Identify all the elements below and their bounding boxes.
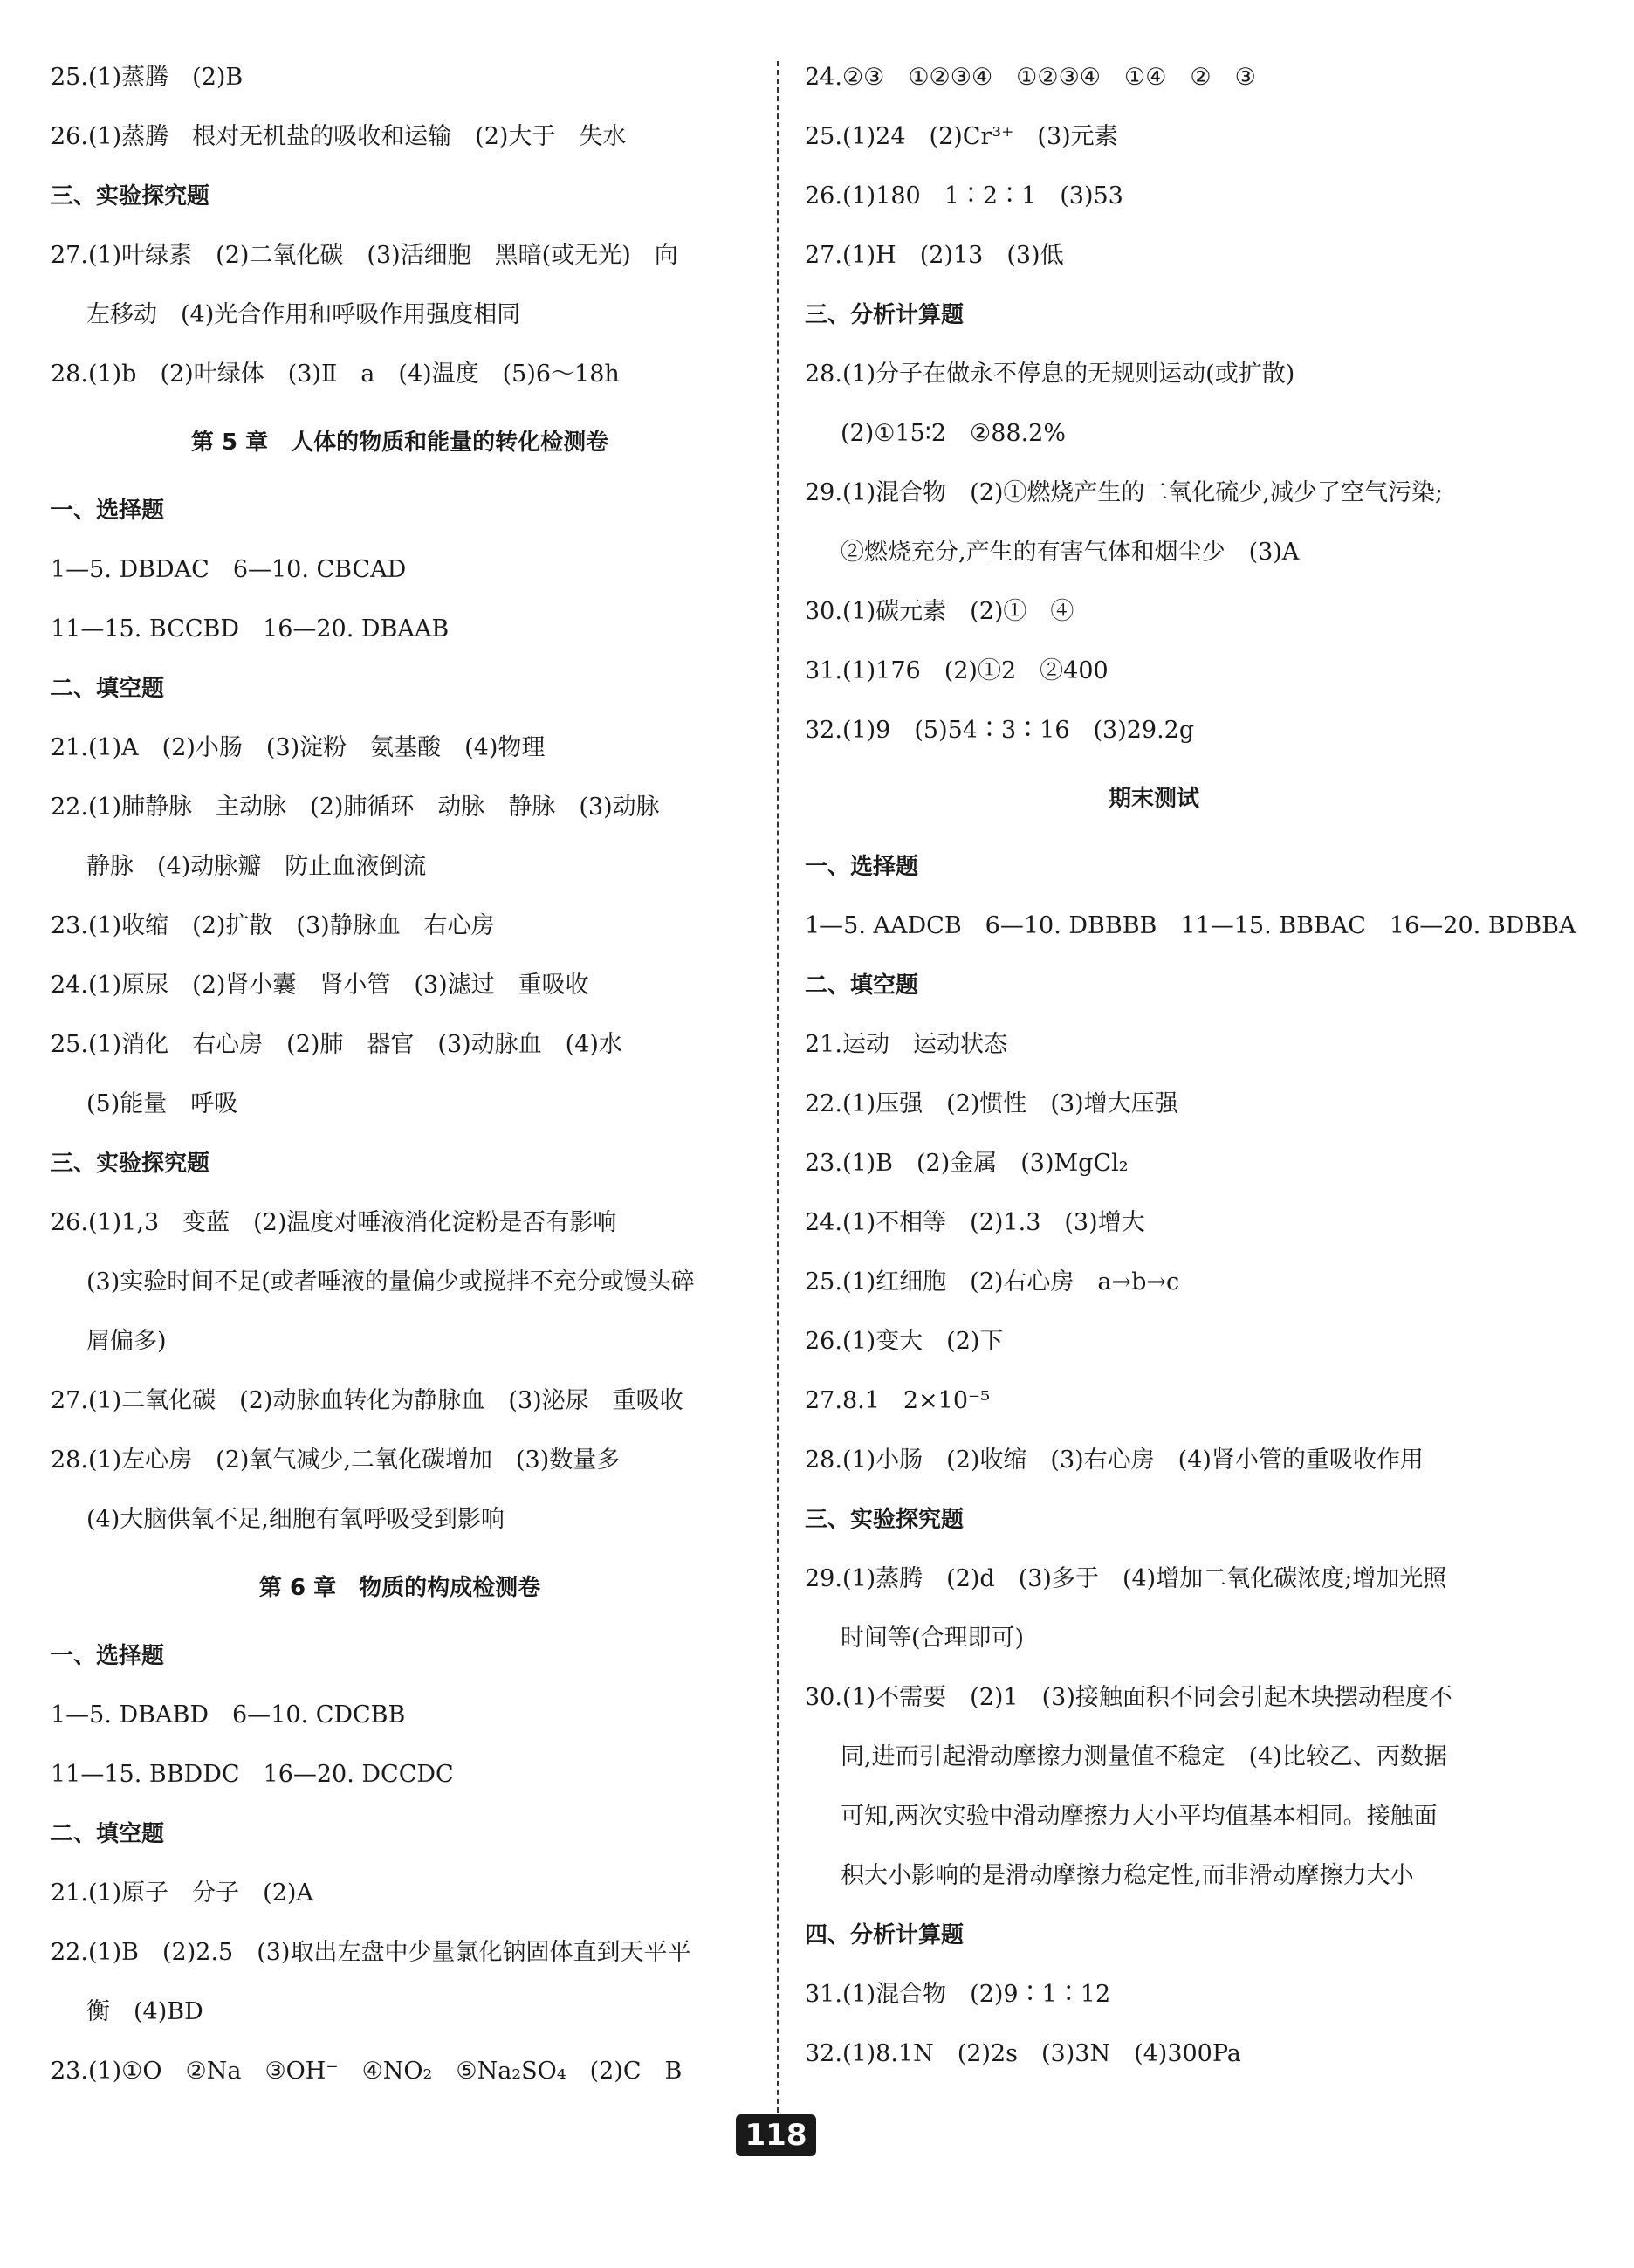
section-heading: 四、分析计算题 bbox=[805, 1922, 965, 1948]
section-heading: 三、实验探究题 bbox=[51, 183, 210, 210]
answer-line: 同,进而引起滑动摩擦力测量值不稳定 (4)比较乙、丙数据 bbox=[841, 1743, 1447, 1770]
answer-line: ②燃烧充分,产生的有害气体和烟尘少 (3)A bbox=[841, 539, 1300, 566]
answer-line: 26.(1)蒸腾 根对无机盐的吸收和运输 (2)大于 失水 bbox=[51, 123, 627, 150]
answer-line: 31.(1)176 (2)①2 ②400 bbox=[805, 657, 1109, 684]
answer-line: 24.(1)原尿 (2)肾小囊 肾小管 (3)滤过 重吸收 bbox=[51, 972, 589, 999]
answer-line: 29.(1)混合物 (2)①燃烧产生的二氧化硫少,减少了空气污染; bbox=[805, 479, 1444, 506]
answer-line: (2)①15∶2 ②88.2% bbox=[841, 420, 1066, 447]
section-heading: 二、填空题 bbox=[805, 972, 919, 999]
answer-line: 衡 (4)BD bbox=[86, 1998, 203, 2025]
answer-line: (5)能量 呼吸 bbox=[86, 1090, 238, 1117]
answer-line: 21.(1)A (2)小肠 (3)淀粉 氨基酸 (4)物理 bbox=[51, 734, 546, 761]
section-heading: 期末测试 bbox=[1108, 786, 1199, 812]
answer-line: 29.(1)蒸腾 (2)d (3)多于 (4)增加二氧化碳浓度;增加光照 bbox=[805, 1565, 1447, 1592]
answer-line: 27.(1)H (2)13 (3)低 bbox=[805, 242, 1064, 269]
answer-line: 时间等(合理即可) bbox=[841, 1625, 1025, 1652]
answer-line: (4)大脑供氧不足,细胞有氧呼吸受到影响 bbox=[86, 1506, 505, 1533]
answer-line: 25.(1)蒸腾 (2)B bbox=[51, 64, 244, 91]
answer-line: 28.(1)b (2)叶绿体 (3)Ⅱ a (4)温度 (5)6～18h bbox=[51, 361, 620, 388]
section-heading: 一、选择题 bbox=[51, 498, 165, 524]
answer-line: 24.②③ ①②③④ ①②③④ ①④ ② ③ bbox=[805, 64, 1256, 91]
section-heading: 二、填空题 bbox=[51, 676, 165, 702]
answer-line: 1—5. DBABD 6—10. CDCBB bbox=[51, 1701, 406, 1728]
answer-line: 31.(1)混合物 (2)9∶1∶12 bbox=[805, 1981, 1111, 2008]
answer-line: 11—15. BCCBD 16—20. DBAAB bbox=[51, 615, 450, 643]
answer-line: 28.(1)小肠 (2)收缩 (3)右心房 (4)肾小管的重吸收作用 bbox=[805, 1447, 1424, 1474]
page-number: 118 bbox=[736, 2114, 816, 2156]
section-heading: 三、实验探究题 bbox=[805, 1507, 965, 1533]
section-heading: 二、填空题 bbox=[51, 1821, 165, 1847]
answer-line: 23.(1)①O ②Na ③OH⁻ ④NO₂ ⑤Na₂SO₄ (2)C B bbox=[51, 2058, 683, 2085]
answer-line: 可知,两次实验中滑动摩擦力大小平均值基本相同。接触面 bbox=[841, 1803, 1438, 1830]
answer-line: 25.(1)红细胞 (2)右心房 a→b→c bbox=[805, 1268, 1180, 1296]
answer-line: 32.(1)8.1N (2)2s (3)3N (4)300Pa bbox=[805, 2040, 1241, 2067]
answer-line: 26.(1)1,3 变蓝 (2)温度对唾液消化淀粉是否有影响 bbox=[51, 1209, 617, 1236]
answer-line: 22.(1)肺静脉 主动脉 (2)肺循环 动脉 静脉 (3)动脉 bbox=[51, 794, 660, 821]
answer-line: 23.(1)B (2)金属 (3)MgCl₂ bbox=[805, 1150, 1129, 1177]
answer-line: 21.(1)原子 分子 (2)A bbox=[51, 1880, 313, 1907]
answer-line: 27.(1)叶绿素 (2)二氧化碳 (3)活细胞 黑暗(或无光) 向 bbox=[51, 242, 678, 269]
answer-line: 32.(1)9 (5)54∶3∶16 (3)29.2g bbox=[805, 717, 1195, 744]
section-heading: 一、选择题 bbox=[51, 1643, 165, 1669]
answer-line: 25.(1)24 (2)Cr³⁺ (3)元素 bbox=[805, 123, 1118, 150]
answer-line: 24.(1)不相等 (2)1.3 (3)增大 bbox=[805, 1209, 1145, 1236]
section-heading: 第 6 章 物质的构成检测卷 bbox=[258, 1575, 541, 1601]
answer-line: 21.运动 运动状态 bbox=[805, 1031, 1007, 1058]
answer-line: 22.(1)压强 (2)惯性 (3)增大压强 bbox=[805, 1090, 1178, 1117]
answer-line: 26.(1)变大 (2)下 bbox=[805, 1328, 1004, 1355]
section-heading: 一、选择题 bbox=[805, 854, 919, 880]
section-heading: 三、实验探究题 bbox=[51, 1151, 210, 1177]
answer-line: 1—5. AADCB 6—10. DBBBB 11—15. BBBAC 16—20. BDBBA bbox=[805, 912, 1576, 939]
column-divider bbox=[777, 61, 779, 2139]
answer-line: 30.(1)碳元素 (2)① ④ bbox=[805, 598, 1074, 625]
answer-line: 23.(1)收缩 (2)扩散 (3)静脉血 右心房 bbox=[51, 912, 495, 939]
answer-line: 30.(1)不需要 (2)1 (3)接触面积不同会引起木块摆动程度不 bbox=[805, 1684, 1452, 1711]
answer-line: 11—15. BBDDC 16—20. DCCDC bbox=[51, 1761, 454, 1788]
answer-line: 1—5. DBDAC 6—10. CBCAD bbox=[51, 556, 407, 583]
answer-line: 25.(1)消化 右心房 (2)肺 器官 (3)动脉血 (4)水 bbox=[51, 1031, 622, 1058]
answer-line: 静脉 (4)动脉瓣 防止血液倒流 bbox=[86, 853, 427, 880]
answer-line: 28.(1)分子在做永不停息的无规则运动(或扩散) bbox=[805, 361, 1295, 388]
answer-line: 27.(1)二氧化碳 (2)动脉血转化为静脉血 (3)泌尿 重吸收 bbox=[51, 1387, 683, 1414]
answer-line: 26.(1)180 1∶2∶1 (3)53 bbox=[805, 182, 1123, 210]
answer-line: 屑偏多) bbox=[86, 1328, 167, 1355]
answer-line: 积大小影响的是滑动摩擦力稳定性,而非滑动摩擦力大小 bbox=[841, 1862, 1414, 1889]
answer-line: 27.8.1 2×10⁻⁵ bbox=[805, 1387, 991, 1414]
answer-line: 22.(1)B (2)2.5 (3)取出左盘中少量氯化钠固体直到天平平 bbox=[51, 1939, 691, 1966]
section-heading: 三、分析计算题 bbox=[805, 302, 965, 328]
answer-line: 左移动 (4)光合作用和呼吸作用强度相同 bbox=[86, 301, 521, 328]
answer-line: 28.(1)左心房 (2)氧气减少,二氧化碳增加 (3)数量多 bbox=[51, 1447, 621, 1474]
section-heading: 第 5 章 人体的物质和能量的转化检测卷 bbox=[190, 430, 609, 456]
answer-line: (3)实验时间不足(或者唾液的量偏少或搅拌不充分或馒头碎 bbox=[86, 1268, 695, 1296]
